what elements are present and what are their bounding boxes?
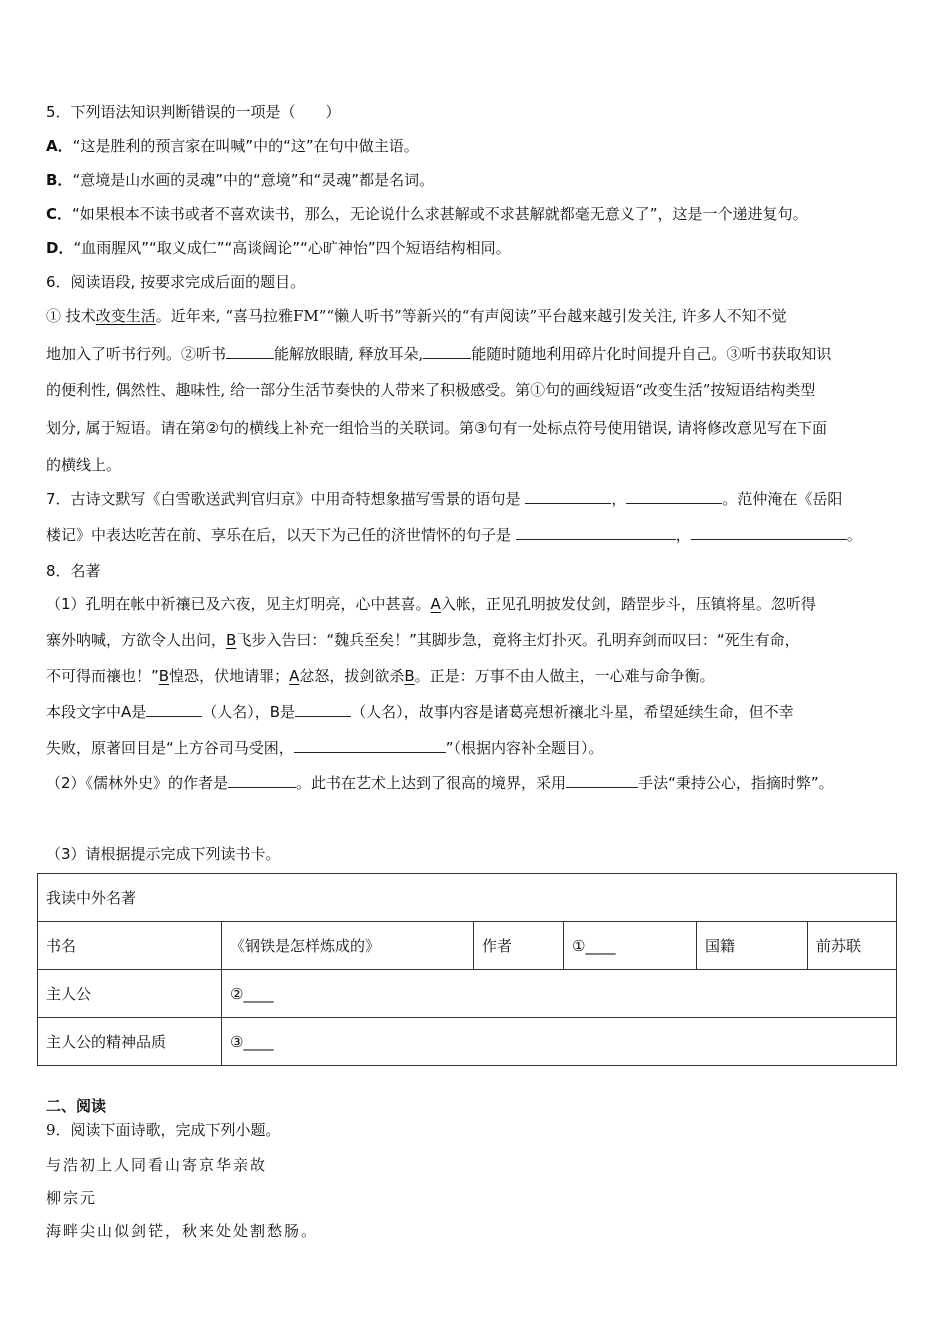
q6-passage-line-5: 的横线上。 bbox=[46, 456, 122, 474]
q7-line-2 bbox=[46, 525, 862, 545]
answer-blank[interactable] bbox=[691, 525, 847, 540]
quality-label: 主人公的精神品质 bbox=[38, 1018, 222, 1066]
text: 惶恐，伏地请罪； bbox=[169, 667, 290, 685]
text: 不可得而禳也！” bbox=[46, 667, 159, 685]
text: 。此书在艺术上达到了很高的境界，采用 bbox=[296, 774, 567, 792]
text: 能解放眼睛, 释放耳朵, bbox=[274, 345, 424, 363]
text: 寨外呐喊，方欲令人出问， bbox=[46, 631, 227, 649]
text: 入帐，正见孔明披发仗剑，踏罡步斗，压镇将星。忽听得 bbox=[440, 595, 816, 613]
text: 失败，原著回目是“上方谷司马受困， bbox=[46, 739, 294, 757]
text: 。正是：万事不由人做主，一心难与命争衡。 bbox=[414, 667, 715, 685]
text: ， bbox=[675, 526, 691, 544]
text: （人名），B是 bbox=[202, 703, 296, 721]
text: 。 bbox=[846, 526, 862, 544]
q6-passage-line-2 bbox=[46, 344, 831, 364]
q8-question-line-2 bbox=[46, 738, 604, 758]
reading-card-table bbox=[37, 873, 897, 1066]
option-letter: C． bbox=[46, 205, 73, 223]
text: 。近年来, “喜马拉雅FM”“懒人听书”等新兴的“有声阅读”平台越来越引发关注, 许多人不知不觉 bbox=[155, 307, 787, 325]
text: （2）《儒林外史》的作者是 bbox=[46, 774, 229, 792]
text: 手法“秉持公心，指摘时弊”。 bbox=[638, 774, 834, 792]
card-title: 我读中外名著 bbox=[38, 874, 897, 922]
answer-blank[interactable] bbox=[294, 738, 446, 753]
q8-part3: （3）请根据提示完成下列读书卡。 bbox=[46, 845, 281, 863]
protagonist-label: 主人公 bbox=[38, 970, 222, 1018]
text: 7．古诗文默写《白雪歌送武判官归京》中用奇特想象描写雪景的语句是 bbox=[46, 490, 521, 508]
q8-stem: 8．名著 bbox=[46, 562, 101, 580]
answer-blank[interactable] bbox=[295, 702, 351, 717]
option-text: “这是胜利的预言家在叫喊”中的“这”在句中做主语。 bbox=[72, 137, 419, 155]
q5-option-a bbox=[46, 136, 419, 156]
q8-passage-line-1 bbox=[46, 594, 816, 614]
answer-blank[interactable] bbox=[626, 489, 722, 504]
text: ① 技术 bbox=[46, 307, 96, 325]
text: 飞步入告曰：“魏兵至矣！”其脚步急，竟将主灯扑灭。孔明弃剑而叹曰：“死生有命， bbox=[236, 631, 800, 649]
answer-blank[interactable] bbox=[226, 344, 274, 359]
q5-option-c bbox=[46, 204, 808, 224]
answer-blank[interactable] bbox=[566, 773, 638, 788]
answer-blank[interactable] bbox=[525, 489, 611, 504]
option-text: “意境是山水画的灵魂”中的“意境”和“灵魂”都是名词。 bbox=[72, 171, 435, 189]
text: （1）孔明在帐中祈禳已及六夜，见主灯明亮，心中甚喜。 bbox=[46, 595, 431, 613]
option-text: “血雨腥风”“取义成仁”“高谈阔论”“心旷神怡”四个短语结构相同。 bbox=[73, 239, 511, 257]
underlined-phrase: 改变生活 bbox=[95, 307, 156, 325]
text: 地加入了听书行列。②听书 bbox=[46, 345, 227, 363]
placeholder-b: B bbox=[158, 667, 170, 685]
poem-title: 与浩初上人同看山寄京华亲故 bbox=[46, 1156, 268, 1174]
option-letter: B． bbox=[46, 171, 73, 189]
quality-value-blank[interactable]: ③____ bbox=[222, 1018, 897, 1066]
q6-stem: 6．阅读语段, 按要求完成后面的题目。 bbox=[46, 273, 306, 291]
text: （人名），故事内容是诸葛亮想祈禳北斗星，希望延续生命，但不幸 bbox=[351, 703, 794, 721]
q6-passage-line-3: 的便利性, 偶然性、趣味性, 给一部分生活节奏快的人带来了积极感受。第①句的画线短语“改变生活”按短语结构类型 bbox=[46, 381, 816, 399]
text: ， bbox=[611, 490, 627, 508]
option-text: “如果根本不读书或者不喜欢读书，那么，无论说什么求甚解或不求甚解就都毫无意义了”，这是一个递进复句。 bbox=[72, 205, 808, 223]
nationality-value: 前苏联 bbox=[808, 922, 897, 970]
book-value: 《钢铁是怎样炼成的》 bbox=[222, 922, 474, 970]
q5-option-b bbox=[46, 170, 434, 190]
text: 本段文字中A是 bbox=[46, 703, 147, 721]
q8-question-line-1 bbox=[46, 702, 794, 722]
answer-blank[interactable] bbox=[228, 773, 296, 788]
q5-option-d bbox=[46, 238, 511, 258]
nationality-label: 国籍 bbox=[697, 922, 808, 970]
placeholder-a: A bbox=[430, 595, 441, 613]
answer-blank[interactable] bbox=[423, 344, 471, 359]
placeholder-a: A bbox=[289, 667, 300, 685]
text: 。范仲淹在《岳阳 bbox=[722, 490, 843, 508]
q7-line-1 bbox=[46, 489, 842, 509]
text: 忿怒，拔剑欲杀 bbox=[299, 667, 405, 685]
q8-passage-line-3 bbox=[46, 666, 715, 686]
section-heading: 二、阅读 bbox=[46, 1097, 107, 1115]
q9-stem: 9．阅读下面诗歌，完成下列小题。 bbox=[46, 1121, 281, 1139]
book-label: 书名 bbox=[38, 922, 222, 970]
protagonist-value-blank[interactable]: ②____ bbox=[222, 970, 897, 1018]
author-label: 作者 bbox=[474, 922, 564, 970]
placeholder-b: B bbox=[404, 667, 415, 685]
option-letter: D． bbox=[46, 239, 74, 257]
poem-author: 柳宗元 bbox=[46, 1189, 98, 1207]
text: ”（根据内容补全题目）。 bbox=[445, 739, 604, 757]
q8-part2 bbox=[46, 773, 834, 793]
text: 楼记》中表达吃苦在前、享乐在后，以天下为己任的济世情怀的句子是 bbox=[46, 526, 512, 544]
answer-blank[interactable] bbox=[146, 702, 202, 717]
author-value-blank[interactable]: ①____ bbox=[564, 922, 697, 970]
poem-line-1: 海畔尖山似剑铓，秋来处处割愁肠。 bbox=[46, 1222, 319, 1240]
text: 能随时随地利用碎片化时间提升自己。③听书获取知识 bbox=[471, 345, 832, 363]
q6-passage-line-1 bbox=[46, 306, 787, 326]
q6-passage-line-4: 划分, 属于短语。请在第②句的横线上补充一组恰当的关联词。第③句有一处标点符号使用错误, 请将修改意见写在下面 bbox=[46, 419, 827, 437]
q5-stem: 5．下列语法知识判断错误的一项是（ ） bbox=[46, 103, 341, 121]
option-letter: A． bbox=[46, 137, 73, 155]
placeholder-b: B bbox=[226, 631, 237, 649]
q8-passage-line-2 bbox=[46, 630, 800, 650]
answer-blank[interactable] bbox=[516, 525, 676, 540]
